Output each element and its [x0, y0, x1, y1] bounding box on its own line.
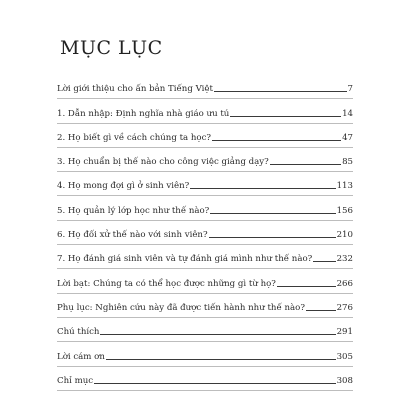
toc-entry-page: 7 [347, 84, 353, 95]
toc-leader-line [313, 261, 335, 262]
toc-entry-page: 47 [342, 132, 353, 143]
toc-leader-line [230, 116, 341, 117]
toc-entry-page: 276 [336, 302, 353, 313]
toc-entry [57, 99, 353, 123]
toc-entry-page: 113 [336, 181, 353, 192]
toc-entry-page: 305 [336, 351, 353, 362]
toc-entry [57, 124, 353, 148]
toc-leader-line [100, 334, 335, 335]
toc-entry [57, 196, 353, 220]
toc-entry-page: 156 [336, 205, 353, 216]
toc-entry-label: Lời cám ơn [57, 351, 105, 362]
toc-entry [57, 75, 353, 99]
toc-entry [57, 342, 353, 366]
toc-entry-label: 5. Họ quản lý lớp học như thế nào? [57, 205, 210, 216]
toc-entry-label: 7. Họ đánh giá sinh viên và tự đánh giá mình như thế nào? [57, 254, 313, 265]
toc-entry [57, 294, 353, 318]
toc-entry-label: 2. Họ biết gì về cách chúng ta học? [57, 132, 212, 143]
toc-entry-label: 6. Họ đối xử thế nào với sinh viên? [57, 230, 208, 241]
toc-entry [57, 221, 353, 245]
toc-leader-line [270, 164, 341, 165]
toc-entry-page: 232 [336, 254, 353, 265]
toc-entry-label: 4. Họ mong đợi gì ở sinh viên? [57, 181, 190, 192]
toc-leader-line [306, 310, 336, 311]
page-title: MỤC LỤC [60, 37, 163, 59]
toc-leader-line [212, 140, 341, 141]
toc-entry-label: Phụ lục: Nghiên cứu này đã được tiến hành như thế nào? [57, 302, 305, 313]
toc-entry [57, 367, 353, 391]
toc-leader-line [209, 237, 336, 238]
toc-entry-label: 1. Dẫn nhập: Định nghĩa nhà giáo ưu tú [57, 108, 230, 119]
toc-entry-page: 85 [342, 157, 353, 168]
toc-entry-page: 308 [336, 375, 353, 386]
toc-leader-line [190, 188, 335, 189]
toc-leader-line [106, 359, 336, 360]
toc-entry-page: 210 [336, 230, 353, 241]
toc-entry-label: 3. Họ chuẩn bị thế nào cho công việc giảng dạy? [57, 157, 269, 168]
toc-entry-page: 266 [336, 278, 353, 289]
toc-leader-line [210, 213, 335, 214]
toc-entry [57, 318, 353, 342]
toc-entry [57, 172, 353, 196]
toc-entry-label: Lời giới thiệu cho ấn bản Tiếng Việt [57, 84, 213, 95]
toc-leader-line [94, 383, 336, 384]
toc-entry-label: Chú thích [57, 327, 100, 338]
toc-entry [57, 148, 353, 172]
toc-entry-label: Chỉ mục [57, 375, 94, 386]
table-of-contents [57, 75, 353, 391]
toc-entry [57, 269, 353, 293]
toc-entry-page: 291 [336, 327, 353, 338]
toc-entry-label: Lời bạt: Chúng ta có thể học được những gì từ họ? [57, 278, 276, 289]
toc-entry-page: 14 [342, 108, 353, 119]
toc-entry [57, 245, 353, 269]
toc-leader-line [277, 286, 336, 287]
toc-leader-line [214, 91, 347, 92]
